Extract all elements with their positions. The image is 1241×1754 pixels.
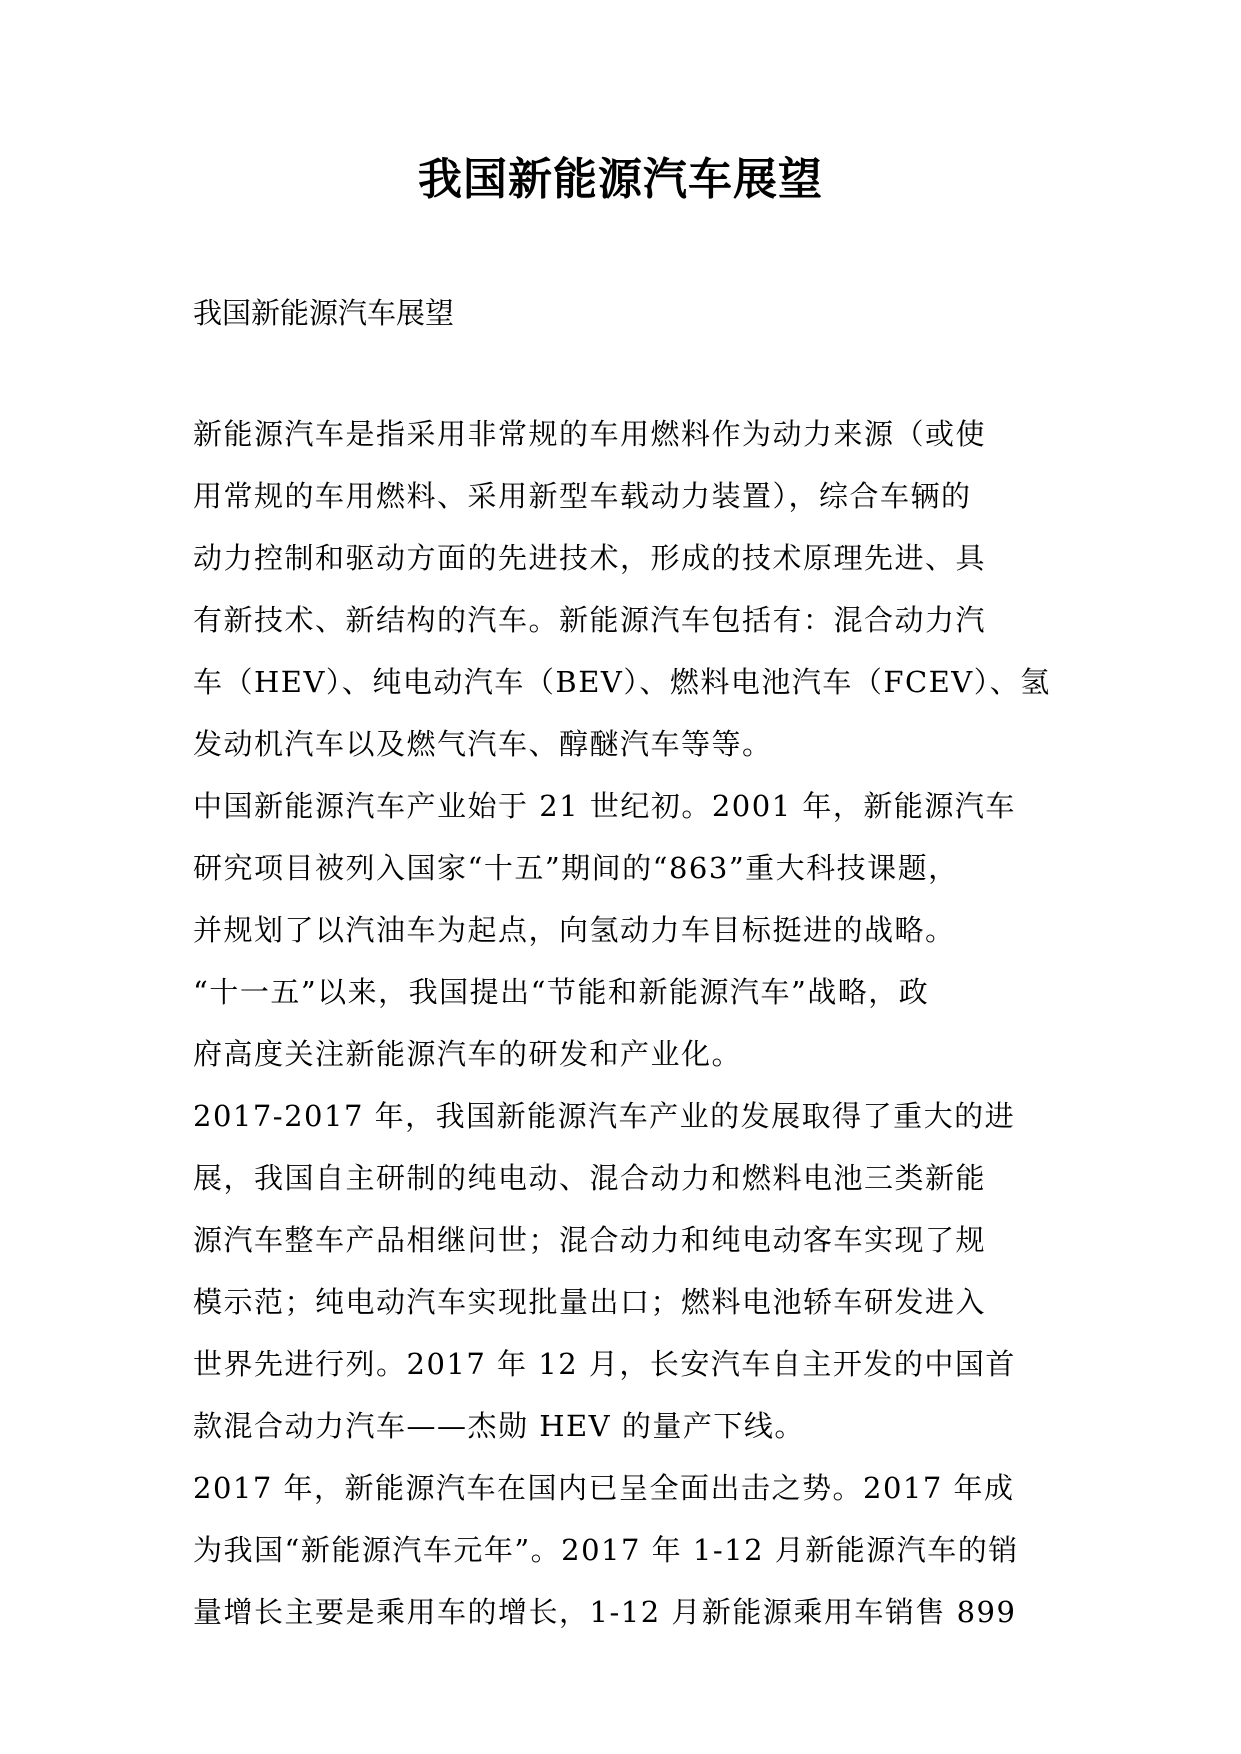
text-line: “十一五”以来，我国提出“节能和新能源汽车”战略，政 — [193, 975, 930, 1009]
text-line: 中国新能源汽车产业始于 21 世纪初。2001 年，新能源汽车 — [193, 789, 1016, 823]
text-line: 发动机汽车以及燃气汽车、醇醚汽车等等。 — [193, 727, 773, 761]
paragraph-history — [193, 775, 1054, 1085]
text-line: 研究项目被列入国家“十五”期间的“863”重大科技课题， — [193, 851, 959, 885]
text-line: 展，我国自主研制的纯电动、混合动力和燃料电池三类新能 — [193, 1161, 987, 1195]
text-line: 款混合动力汽车——杰勋 HEV 的量产下线。 — [193, 1409, 805, 1443]
text-line: 新能源汽车是指采用非常规的车用燃料作为动力来源（或使 — [193, 417, 987, 451]
text-line: 用常规的车用燃料、采用新型车载动力装置），综合车辆的 — [193, 479, 972, 513]
paragraph-progress — [193, 1085, 1054, 1457]
text-line: 府高度关注新能源汽车的研发和产业化。 — [193, 1037, 743, 1071]
paragraph-market — [193, 1457, 1054, 1643]
text-line: 源汽车整车产品相继问世；混合动力和纯电动客车实现了规 — [193, 1223, 987, 1257]
document-body — [193, 403, 1054, 1643]
document-title: 我国新能源汽车展望 — [418, 154, 823, 205]
text-line: 车（HEV）、纯电动汽车（BEV）、燃料电池汽车（FCEV）、氢 — [193, 665, 1051, 699]
text-line: 2017-2017 年，我国新能源汽车产业的发展取得了重大的进 — [193, 1099, 1016, 1133]
text-line: 为我国“新能源汽车元年”。2017 年 1-12 月新能源汽车的销 — [193, 1533, 1019, 1567]
text-line: 世界先进行列。2017 年 12 月，长安汽车自主开发的中国首 — [193, 1347, 1016, 1381]
text-line: 模示范；纯电动汽车实现批量出口；燃料电池轿车研发进入 — [193, 1285, 987, 1319]
text-line: 2017 年，新能源汽车在国内已呈全面出击之势。2017 年成 — [193, 1471, 1015, 1505]
paragraph-definition — [193, 403, 1054, 775]
text-line: 有新技术、新结构的汽车。新能源汽车包括有：混合动力汽 — [193, 603, 987, 637]
document-subtitle: 我国新能源汽车展望 — [193, 296, 455, 330]
text-line: 并规划了以汽油车为起点，向氢动力车目标挺进的战略。 — [193, 913, 956, 947]
text-line: 动力控制和驱动方面的先进技术，形成的技术原理先进、具 — [193, 541, 987, 575]
text-line: 量增长主要是乘用车的增长，1-12 月新能源乘用车销售 899 — [193, 1595, 1017, 1629]
